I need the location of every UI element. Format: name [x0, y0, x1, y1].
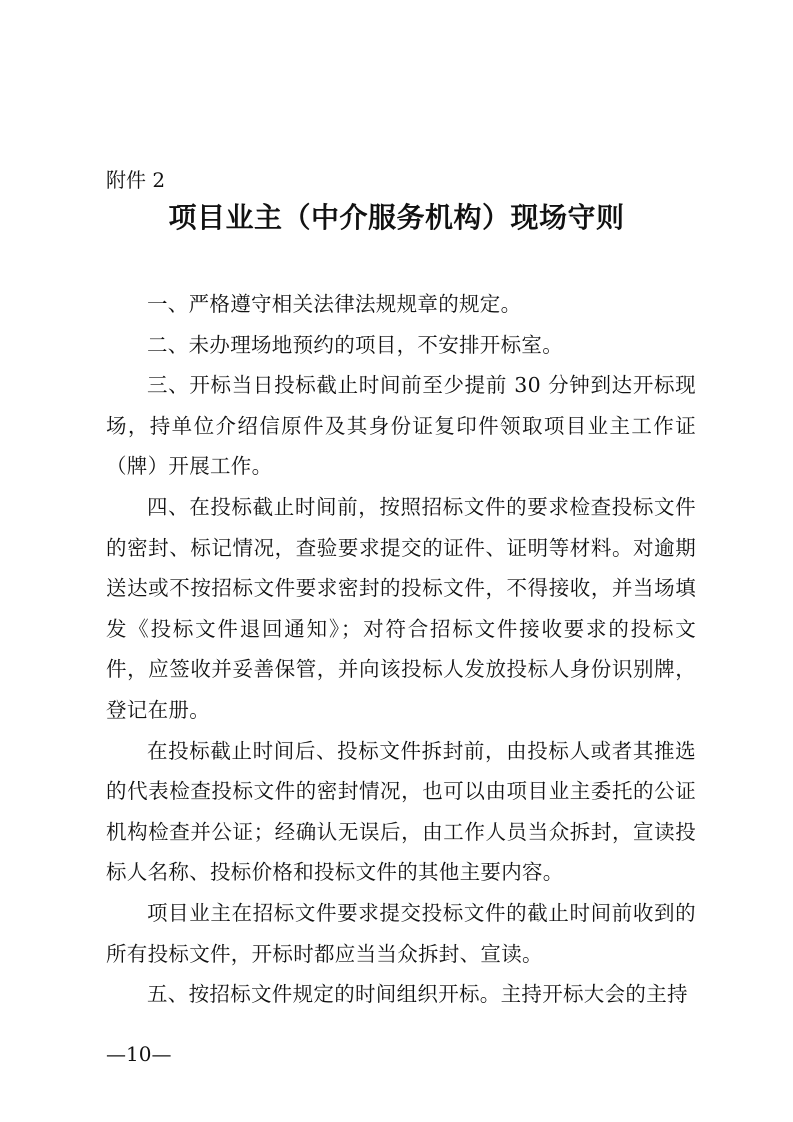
paragraph-1: 一、严格遵守相关法律法规规章的规定。 — [147, 292, 522, 316]
page-title: 项目业主（中介服务机构）现场守则 — [168, 201, 625, 234]
page-number: —10— — [106, 1042, 172, 1066]
paragraph-4: 四、在投标截止时间前，按照招标文件的要求检查投标文件的密封、标记情况，查验要求提交的证件、证明等材料。对逾期送达或不按招标文件要求密封的投标文件，不得接收，并当场填发《投标文件退回通知》；对符合招标文件接收要求的投标文件，应签收并妥善保管，并向该投标人发放投标人身份识别牌，登记在册。 — [106, 494, 696, 722]
paragraph-3: 三、开标当日投标截止时间前至少提前 30 分钟到达开标现场，持单位介绍信原件及其身份证复印件领取项目业主工作证（牌）开展工作。 — [106, 373, 696, 479]
document-body — [106, 284, 696, 1015]
paragraph-5: 在投标截止时间后、投标文件拆封前，由投标人或者其推选的代表检查投标文件的密封情况，也可以由项目业主委托的公证机构检查并公证；经确认无误后，由工作人员当众拆封，宣读投标人名称、投标价格和投标文件的其他主要内容。 — [106, 738, 696, 885]
attachment-label: 附件 2 — [106, 168, 166, 192]
paragraph-2: 二、未办理场地预约的项目，不安排开标室。 — [147, 332, 563, 357]
paragraph-7: 五、按招标文件规定的时间组织开标。主持开标大会的主持 — [147, 982, 688, 1007]
paragraph-6: 项目业主在招标文件要求提交投标文件的截止时间前收到的所有投标文件，开标时都应当当众拆封、宣读。 — [106, 900, 696, 966]
